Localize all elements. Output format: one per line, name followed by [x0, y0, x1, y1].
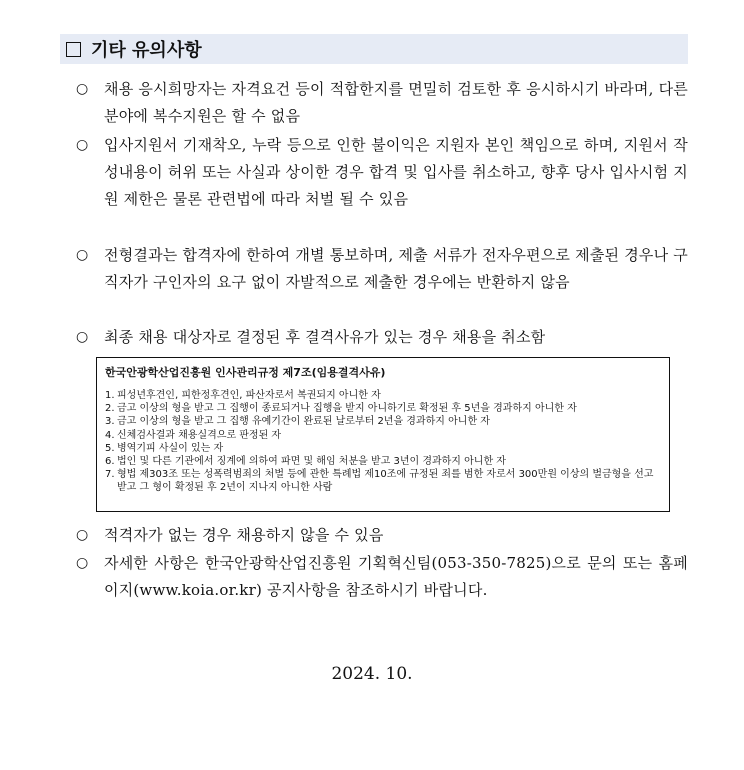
circle-bullet-icon: ○: [76, 81, 89, 97]
circle-bullet-icon: ○: [76, 137, 89, 153]
regulation-item: [105, 389, 661, 402]
item-text: 금고 이상의 형을 받고 그 집행이 종료되거나 집행을 받지 아니하기로 확정된 후 5년을 경과하지 아니한 자: [117, 403, 577, 415]
circle-bullet-icon: ○: [76, 527, 89, 543]
regulation-item: [105, 402, 661, 415]
notice-item-1: [76, 76, 688, 130]
notice-text: 입사지원서 기재착오, 누락 등으로 인한 불이익은 지원자 본인 책임으로 하며, 지원서 작성내용이 허위 또는 사실과 상이한 경우 합격 및 입사를 취소하고, 향후 당사 입사시험 지원 제한은 물론 관련법에 따라 처벌 될 수 있음: [104, 136, 688, 208]
document-date: 2024. 10.: [331, 664, 413, 684]
regulation-item: [105, 455, 661, 468]
item-number: 6.: [105, 456, 115, 468]
item-number: 4.: [105, 429, 115, 441]
item-text: 피성년후견인, 피한정후견인, 파산자로서 복권되지 아니한 자: [117, 390, 381, 401]
regulation-list: [105, 389, 661, 495]
circle-bullet-icon: ○: [76, 555, 89, 571]
notice-item-2: [76, 132, 688, 213]
item-number: 5.: [105, 442, 115, 454]
item-text: 형법 제303조 또는 성폭력범죄의 처벌 등에 관한 특례법 제10조에 규정된 죄를 범한 자로서 300만원 이상의 벌금형을 선고받고 그 형이 확정된 후 2년이 지나지 아니한 사람: [117, 469, 654, 494]
section-title: 기타 유의사항: [91, 40, 202, 61]
circle-bullet-icon: ○: [76, 329, 89, 345]
empty-square-icon: [66, 42, 81, 57]
notice-text: 전형결과는 합격자에 한하여 개별 통보하며, 제출 서류가 전자우편으로 제출된 경우나 구직자가 구인자의 요구 없이 자발적으로 제출한 경우에는 반환하지 않음: [104, 246, 688, 291]
regulation-box: [96, 357, 670, 512]
notice-text: 적격자가 없는 경우 채용하지 않을 수 있음: [104, 526, 384, 544]
item-text: 법인 및 다른 기관에서 징계에 의하여 파면 및 해임 처분을 받고 3년이 경과하지 아니한 자: [117, 456, 506, 468]
item-number: 7.: [105, 469, 115, 481]
item-number: 1.: [105, 390, 115, 401]
notice-text: 최종 채용 대상자로 결정된 후 결격사유가 있는 경우 채용을 취소함: [104, 328, 546, 346]
section-heading: [60, 34, 688, 64]
regulation-item: [105, 415, 661, 428]
regulation-item: [105, 442, 661, 455]
notice-item-5: [76, 522, 688, 549]
item-text: 금고 이상의 형을 받고 그 집행 유예기간이 완료된 날로부터 2년을 경과하지 아니한 자: [117, 416, 490, 428]
notice-item-3: [76, 242, 688, 296]
item-text: 병역기피 사실이 있는 자: [117, 442, 224, 454]
item-text: 신체검사결과 채용실격으로 판정된 자: [117, 429, 282, 441]
notice-text: 채용 응시희망자는 자격요건 등이 적합한지를 면밀히 검토한 후 응시하시기 바라며, 다른 분야에 복수지원은 할 수 없음: [104, 80, 688, 125]
item-number: 3.: [105, 416, 115, 428]
regulation-title: 한국안광학산업진흥원 인사관리규정 제7조(임용결격사유): [105, 366, 386, 379]
circle-bullet-icon: ○: [76, 247, 89, 263]
notice-item-4: [76, 324, 688, 351]
regulation-item: [105, 468, 661, 494]
notice-text: 자세한 사항은 한국안광학산업진흥원 기획혁신팀(053-350-7825)으로 문의 또는 홈페이지(www.koia.or.kr) 공지사항을 참조하시기 바랍니다.: [104, 554, 688, 599]
notice-item-6: [76, 550, 688, 604]
item-number: 2.: [105, 403, 115, 415]
regulation-item: [105, 429, 661, 442]
